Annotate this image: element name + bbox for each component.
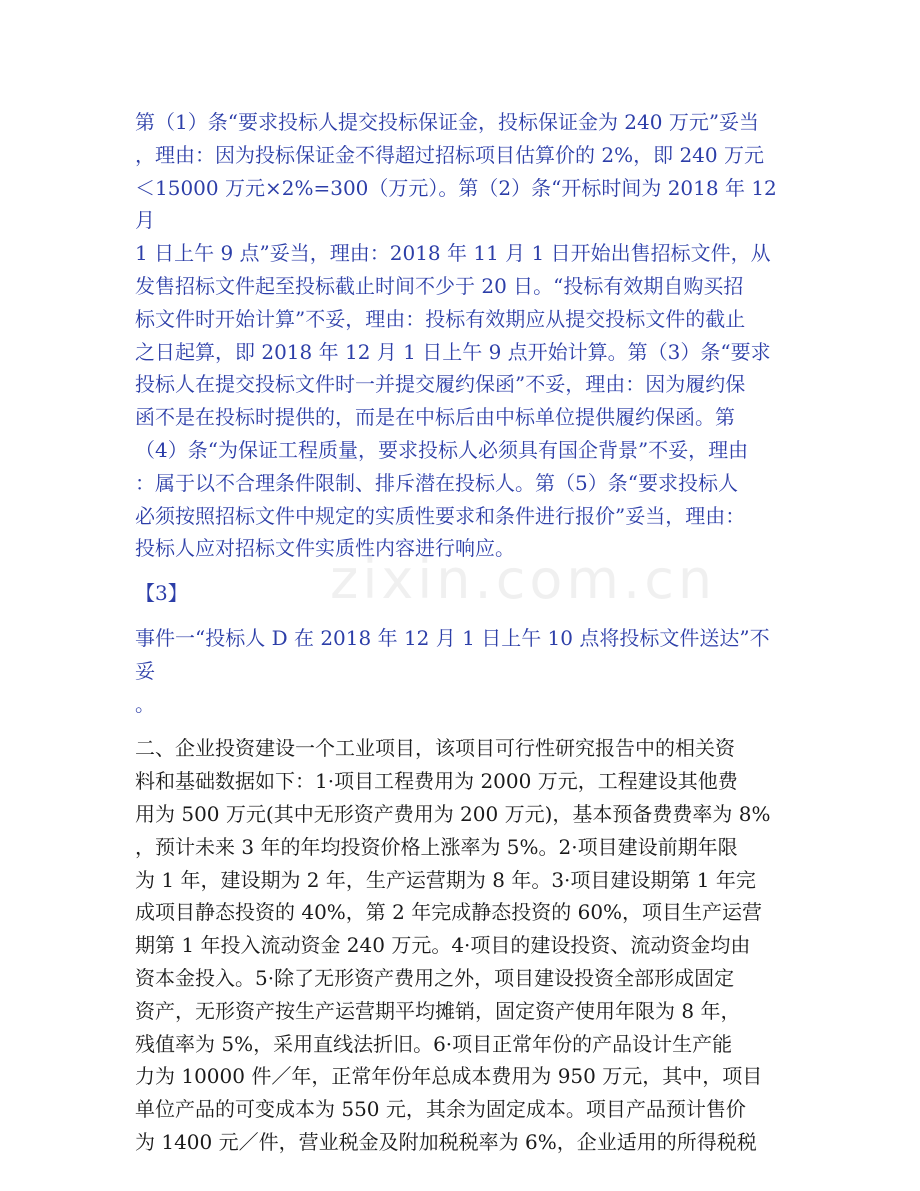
answer-2-paragraph: 第（1）条“要求投标人提交投标保证金，投标保证金为 240 万元”妥当 ，理由：因为投标保证金不得超过招标项目估算价的 2%，即 240 万元 ＜15000 万元×2%=300（万元）。第（2）条“开标时间为 2018 年 12 月 1 日上午 9 点”妥当，理由：2018 年 11 月 1 日开始出售招标文件，从 发售招标文件起至投标截止时间不少于 20 日。“投标有效期自购买招 标文件时开始计算”不妥，理由：投标有效期应从提交投标文件的截止 之日起算，即 2018 年 12 月 1 日上午 9 点开始计算。第（3）条“要求 投标人在提交投标文件时一并提交履约保函”不妥，理由：因为履约保 函不是在投标时提供的，而是在中标后由中标单位提供履约保函。第 （4）条“为保证工程质量，要求投标人必须具有国企背景”不妥，理由 ：属于以不合理条件限制、排斥潜在投标人。第（5）条“要求投标人 必须按照招标文件中规定的实质性要求和条件进行报价”妥当，理由： 投标人应对招标文件实质性内容进行响应。	[135, 110, 777, 561]
watermark: zixin.com.cn	[330, 548, 717, 611]
answer-3-heading: 【3】	[135, 581, 188, 606]
answer-3-paragraph: 事件一“投标人 D 在 2018 年 12 月 1 日上午 10 点将投标文件送达”不妥 。	[135, 625, 770, 716]
document-page	[135, 106, 780, 1159]
question-2-paragraph: 二、企业投资建设一个工业项目，该项目可行性研究报告中的相关资 料和基础数据如下：1·项目工程费用为 2000 万元，工程建设其他费 用为 500 万元(其中无形资产费用为 200 万元)，基本预备费费率为 8% ，预计未来 3 年的年均投资价格上涨率为 5%。2·项目建设前期年限 为 1 年，建设期为 2 年，生产运营期为 8 年。3·项目建设期第 1 年完 成项目静态投资的 40%，第 2 年完成静态投资的 60%，项目生产运营 期第 1 年投入流动资金 240 万元。4·项目的建设投资、流动资金均由 资本金投入。5·除了无形资产费用之外，项目建设投资全部形成固定 资产，无形资产按生产运营期平均摊销，固定资产使用年限为 8 年， 残值率为 5%，采用直线法折旧。6·项目正常年份的产品设计生产能 力为 10000 件／年，正常年份年总成本费用为 950 万元，其中，项目 单位产品的可变成本为 550 元，其余为固定成本。项目产品预计售价 为 1400 元／件，营业税金及附加税税率为 6%，企业适用的所得税税	[135, 736, 771, 1154]
